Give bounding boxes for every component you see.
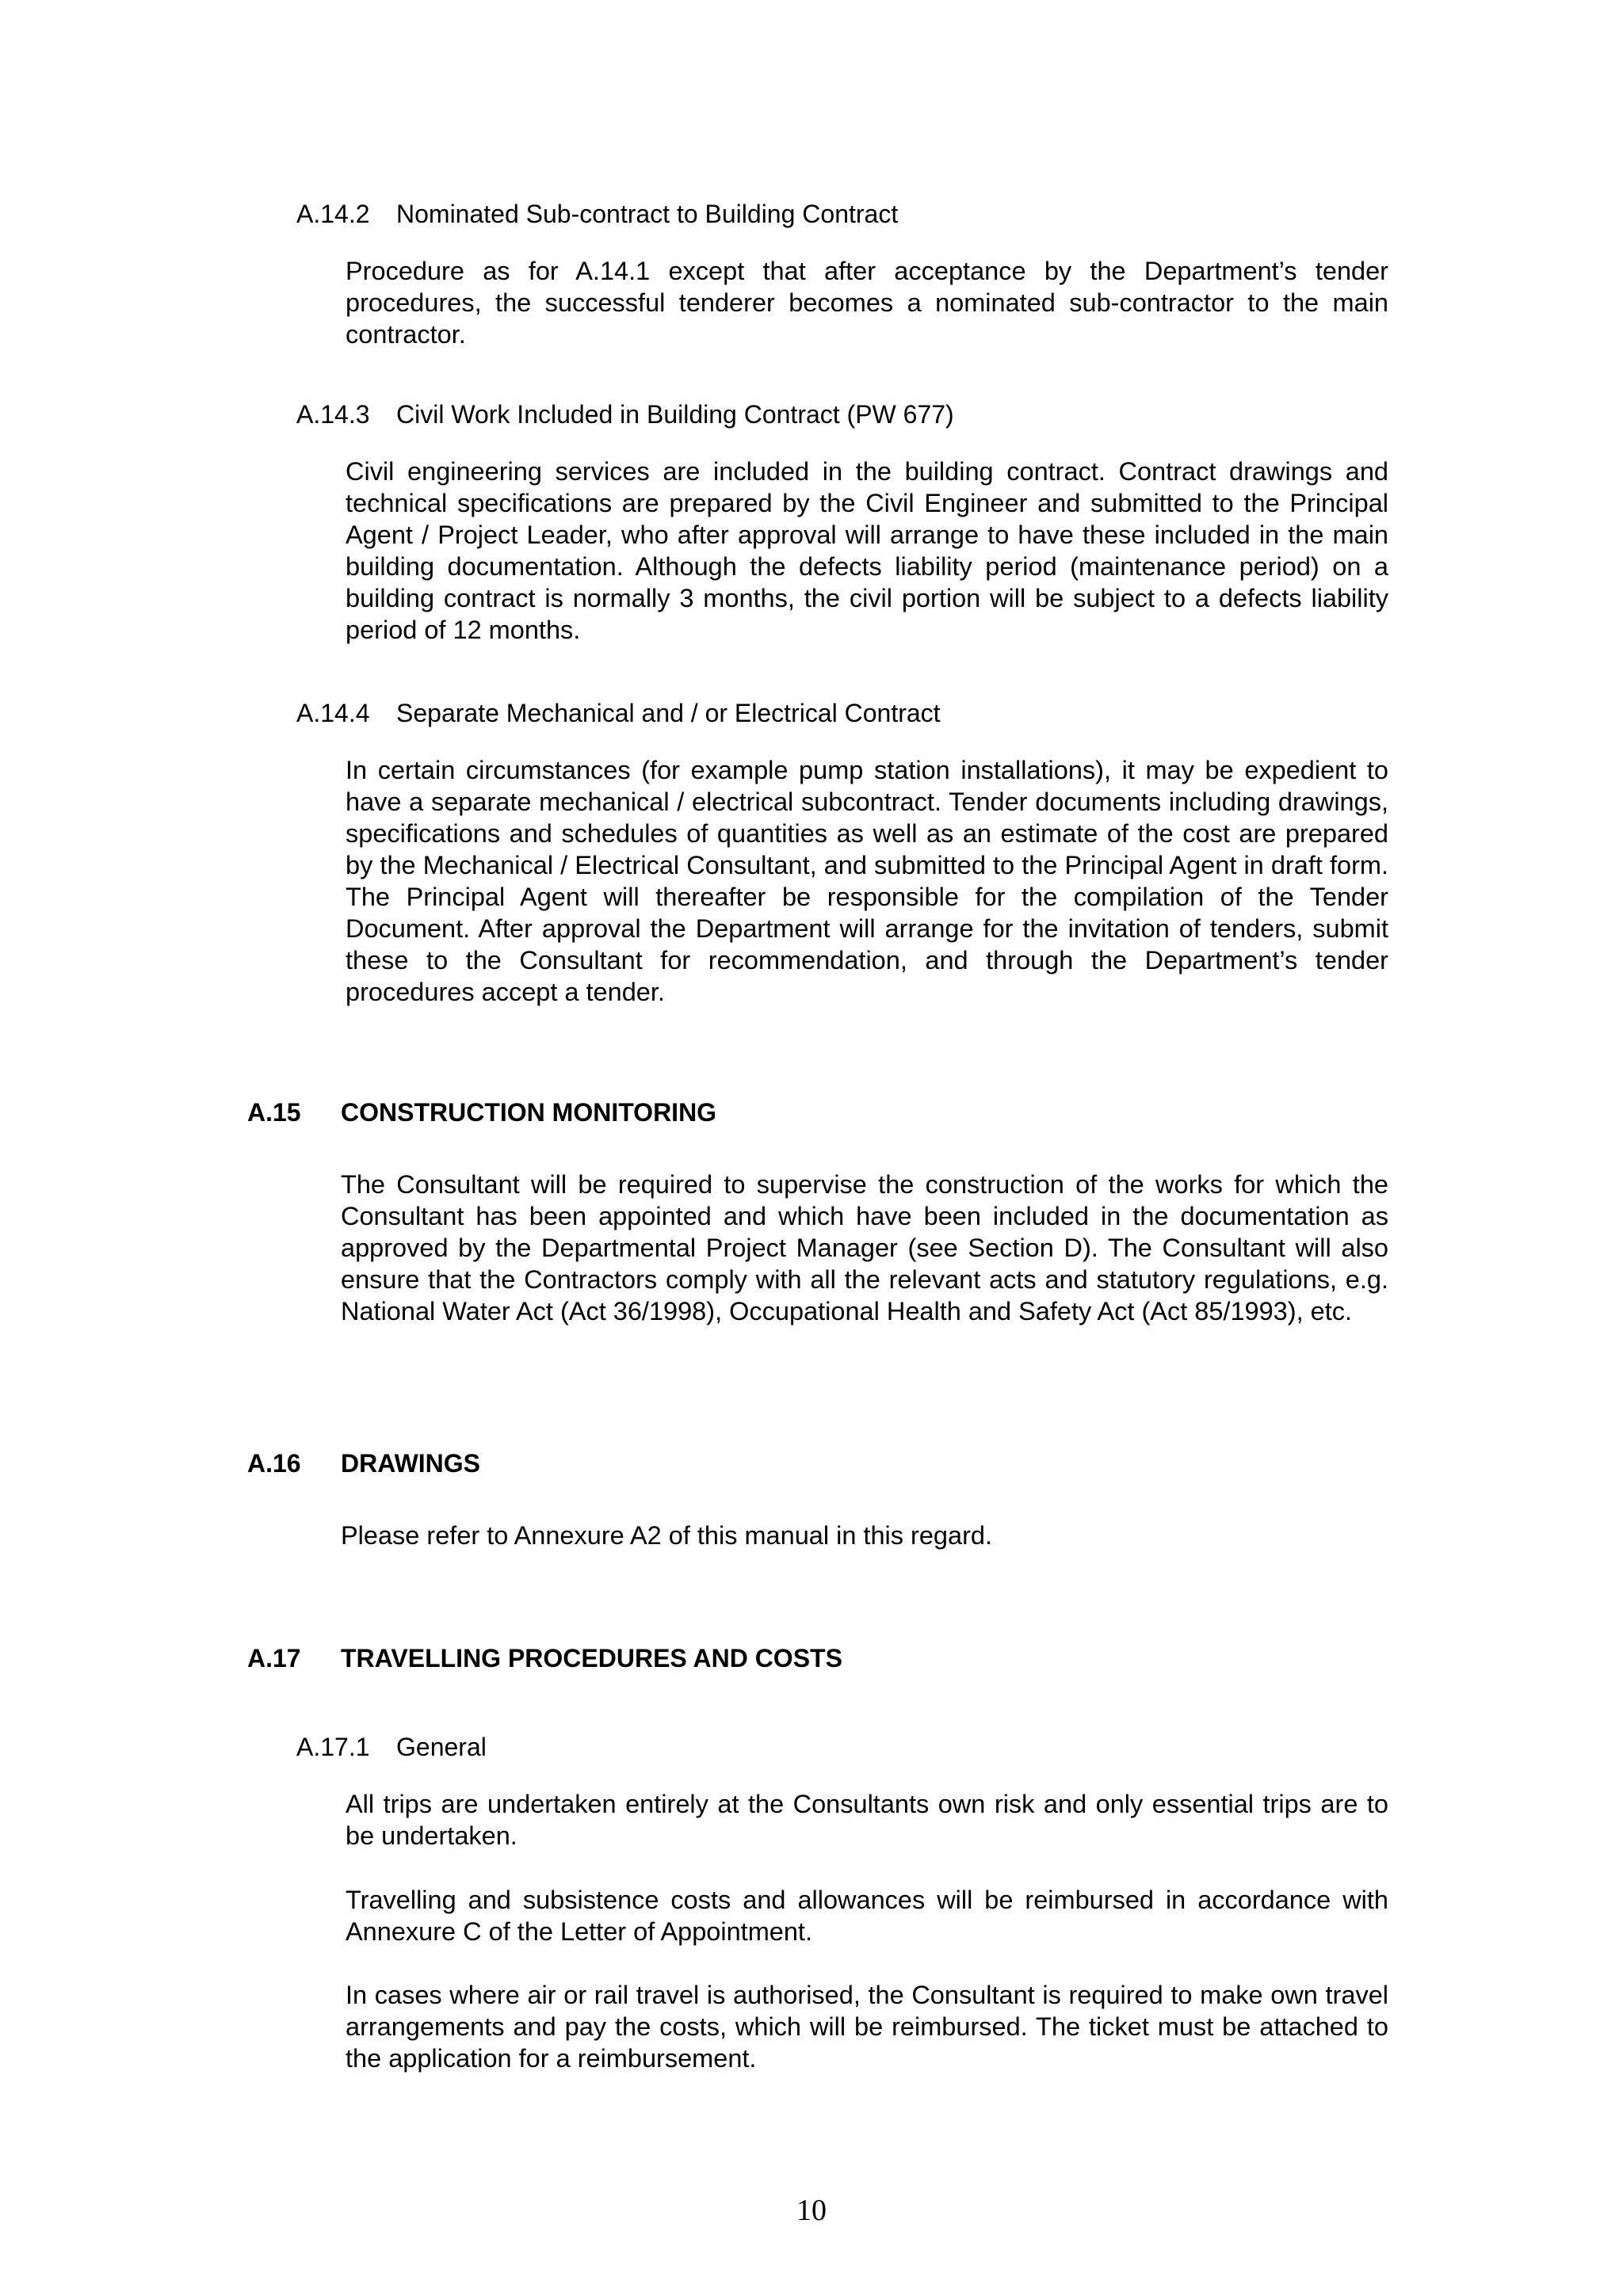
section-title: TRAVELLING PROCEDURES AND COSTS: [341, 1644, 842, 1672]
section-heading-a-16: [247, 1447, 480, 1479]
paragraph-a-14-3: Civil engineering services are included in the building contract. Contract drawings and technical specifications are prepared by the Civil Engineer and submitted to the Principal Agent / Project Leader, who after approval will arrange to have these included in the main building documentation. Although the defects liability period (maintenance period) on a building contract is normally 3 months, the civil portion will be subject to a defects liability period of 12 months.: [346, 457, 1388, 644]
section-number: A.16: [247, 1449, 301, 1478]
subsection-heading-a-14-3: [296, 399, 954, 430]
paragraph-a-17-1-trips: All trips are undertaken entirely at the Consultants own risk and only essential trips are to be undertaken.: [346, 1790, 1388, 1850]
subsection-number: A.14.4: [296, 699, 370, 727]
section-heading-a-17: [247, 1642, 842, 1674]
subsection-heading-a-14-4: [296, 697, 941, 729]
subsection-number: A.17.1: [296, 1733, 370, 1761]
section-heading-a-15: [247, 1097, 716, 1128]
section-title: DRAWINGS: [341, 1449, 480, 1478]
section-number: A.17: [247, 1644, 301, 1672]
paragraph-a-14-4: In certain circumstances (for example pump station installations), it may be expedient to have a separate mechanical / electrical subcontract. Tender documents including drawings, specifications and schedules of quantities as well as an estimate of the cost are prepared by the Mechanical / Electrical Consultant, and submitted to the Principal Agent in draft form. The Principal Agent will thereafter be responsible for the compilation of the Tender Document. After approval the Department will arrange for the invitation of tenders, submit these to the Consultant for recommendation, and through the Department’s tender procedures accept a tender.: [346, 756, 1388, 1006]
paragraph-a-15: The Consultant will be required to supervise the construction of the works for which the Consultant has been appointed and which have been included in the documentation as approved by the Departmental Project Manager (see Section D). The Consultant will also ensure that the Contractors comply with all the relevant acts and statutory regulations, e.g. National Water Act (Act 36/1998), Occupational Health and Safety Act (Act 85/1993), etc.: [341, 1170, 1388, 1325]
paragraph-a-16: Please refer to Annexure A2 of this manual in this regard.: [341, 1521, 993, 1550]
paragraph-a-14-2: Procedure as for A.14.1 except that after acceptance by the Department’s tender procedures, the successful tenderer becomes a nominated sub-contractor to the main contractor.: [346, 257, 1388, 349]
page-number: 10: [796, 2194, 827, 2227]
subsection-title: Separate Mechanical and / or Electrical Contract: [396, 699, 941, 727]
subsection-title: General: [396, 1733, 487, 1761]
subsection-title: Nominated Sub-contract to Building Contract: [396, 200, 899, 228]
section-title: CONSTRUCTION MONITORING: [341, 1098, 717, 1127]
subsection-heading-a-14-2: [296, 198, 898, 230]
subsection-title: Civil Work Included in Building Contract (PW 677): [396, 400, 954, 429]
subsection-number: A.14.3: [296, 400, 370, 429]
subsection-heading-a-17-1: [296, 1731, 487, 1763]
subsection-number: A.14.2: [296, 200, 370, 228]
paragraph-a-17-1-allowances: Travelling and subsistence costs and allowances will be reimbursed in accordance with Annexure C of the Letter of Appointment.: [346, 1886, 1388, 1946]
paragraph-a-17-1-air-rail: In cases where air or rail travel is authorised, the Consultant is required to make own travel arrangements and pay the costs, which will be reimbursed. The ticket must be attached to the application for a reimbursement.: [346, 1981, 1388, 2073]
section-number: A.15: [247, 1098, 301, 1127]
